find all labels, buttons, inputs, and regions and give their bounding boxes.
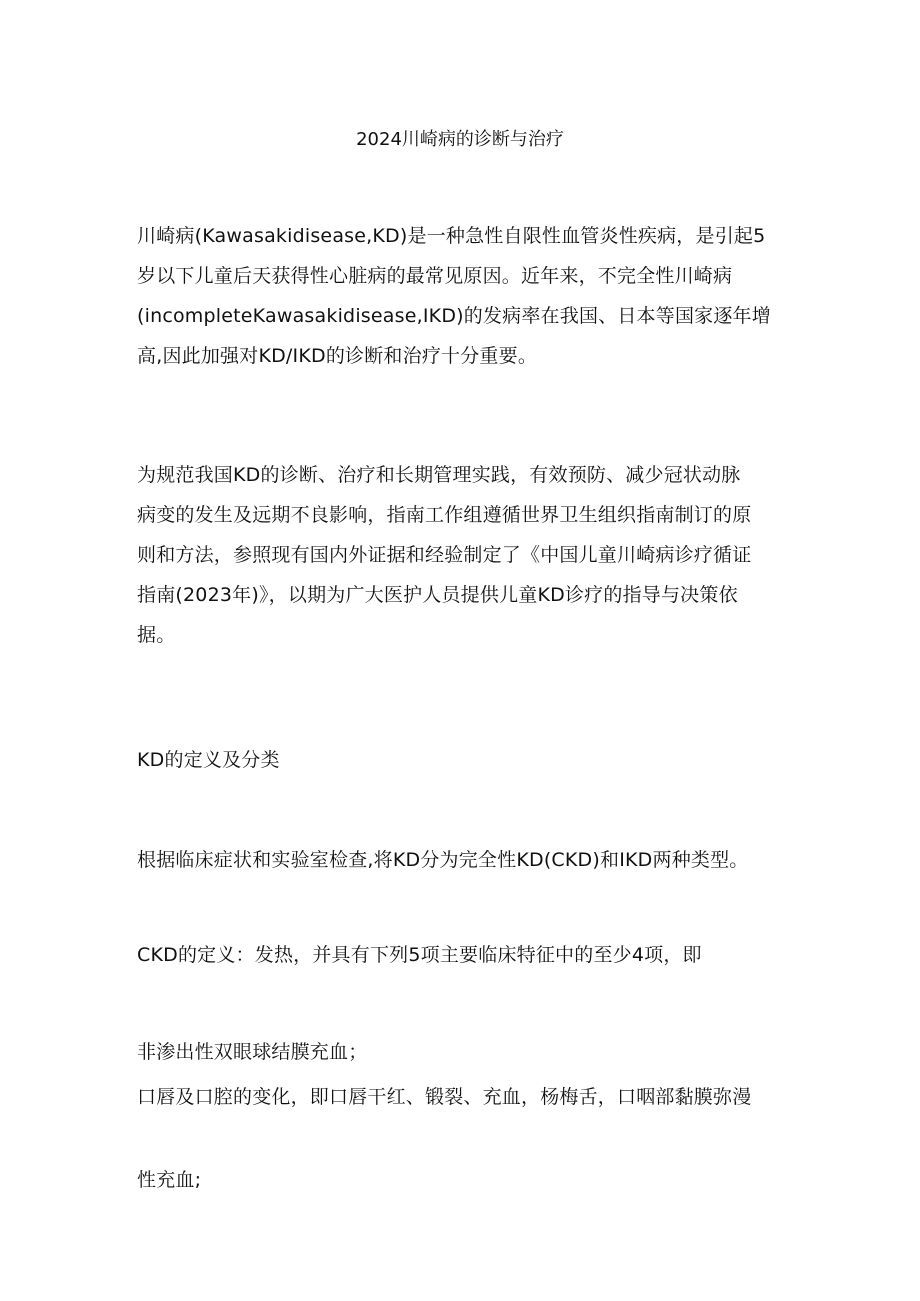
classification-paragraph: 根据临床症状和实验室检查,将KD分为完全性KD(CKD)和IKD两种类型。 — [137, 849, 749, 871]
intro-line: (incompleteKawasakidisease,IKD)的发病率在我国、日本等国家逐年增 — [137, 305, 771, 327]
feature-item-1: 非渗出性双眼球结膜充血； — [137, 1041, 368, 1063]
feature-item-2-line-2: 性充血; — [137, 1169, 202, 1191]
guideline-line: 为规范我国KD的诊断、治疗和长期管理实践，有效预防、减少冠状动脉 — [137, 464, 741, 486]
guideline-line: 据。 — [137, 624, 176, 646]
feature-item-2-line-1: 口唇及口腔的变化，即口唇干红、锻裂、充血，杨梅舌，口咽部黏膜弥漫 — [137, 1086, 752, 1108]
guideline-paragraph — [137, 455, 797, 655]
intro-line: 高,因此加强对KD/IKD的诊断和治疗十分重要。 — [137, 345, 538, 367]
section-heading: KD的定义及分类 — [137, 749, 280, 771]
intro-line: 岁以下儿童后天获得性心脏病的最常见原因。近年来，不完全性川崎病 — [137, 265, 733, 287]
intro-paragraph — [137, 216, 797, 376]
page-title: 2024川崎病的诊断与治疗 — [356, 129, 564, 150]
guideline-line: 则和方法，参照现有国内外证据和经验制定了《中国儿童川崎病诊疗循证 — [137, 544, 752, 566]
guideline-line: 指南(2023年)》，以期为广大医护人员提供儿童KD诊疗的指导与决策依 — [137, 584, 738, 606]
intro-line: 川崎病(Kawasakidisease,KD)是一种急性自限性血管炎性疾病，是引起5 — [137, 225, 766, 247]
ckd-definition-paragraph: CKD的定义：发热，并具有下列5项主要临床特征中的至少4项，即 — [137, 944, 702, 966]
guideline-line: 病变的发生及远期不良影响，指南工作组遵循世界卫生组织指南制订的原 — [137, 504, 752, 526]
